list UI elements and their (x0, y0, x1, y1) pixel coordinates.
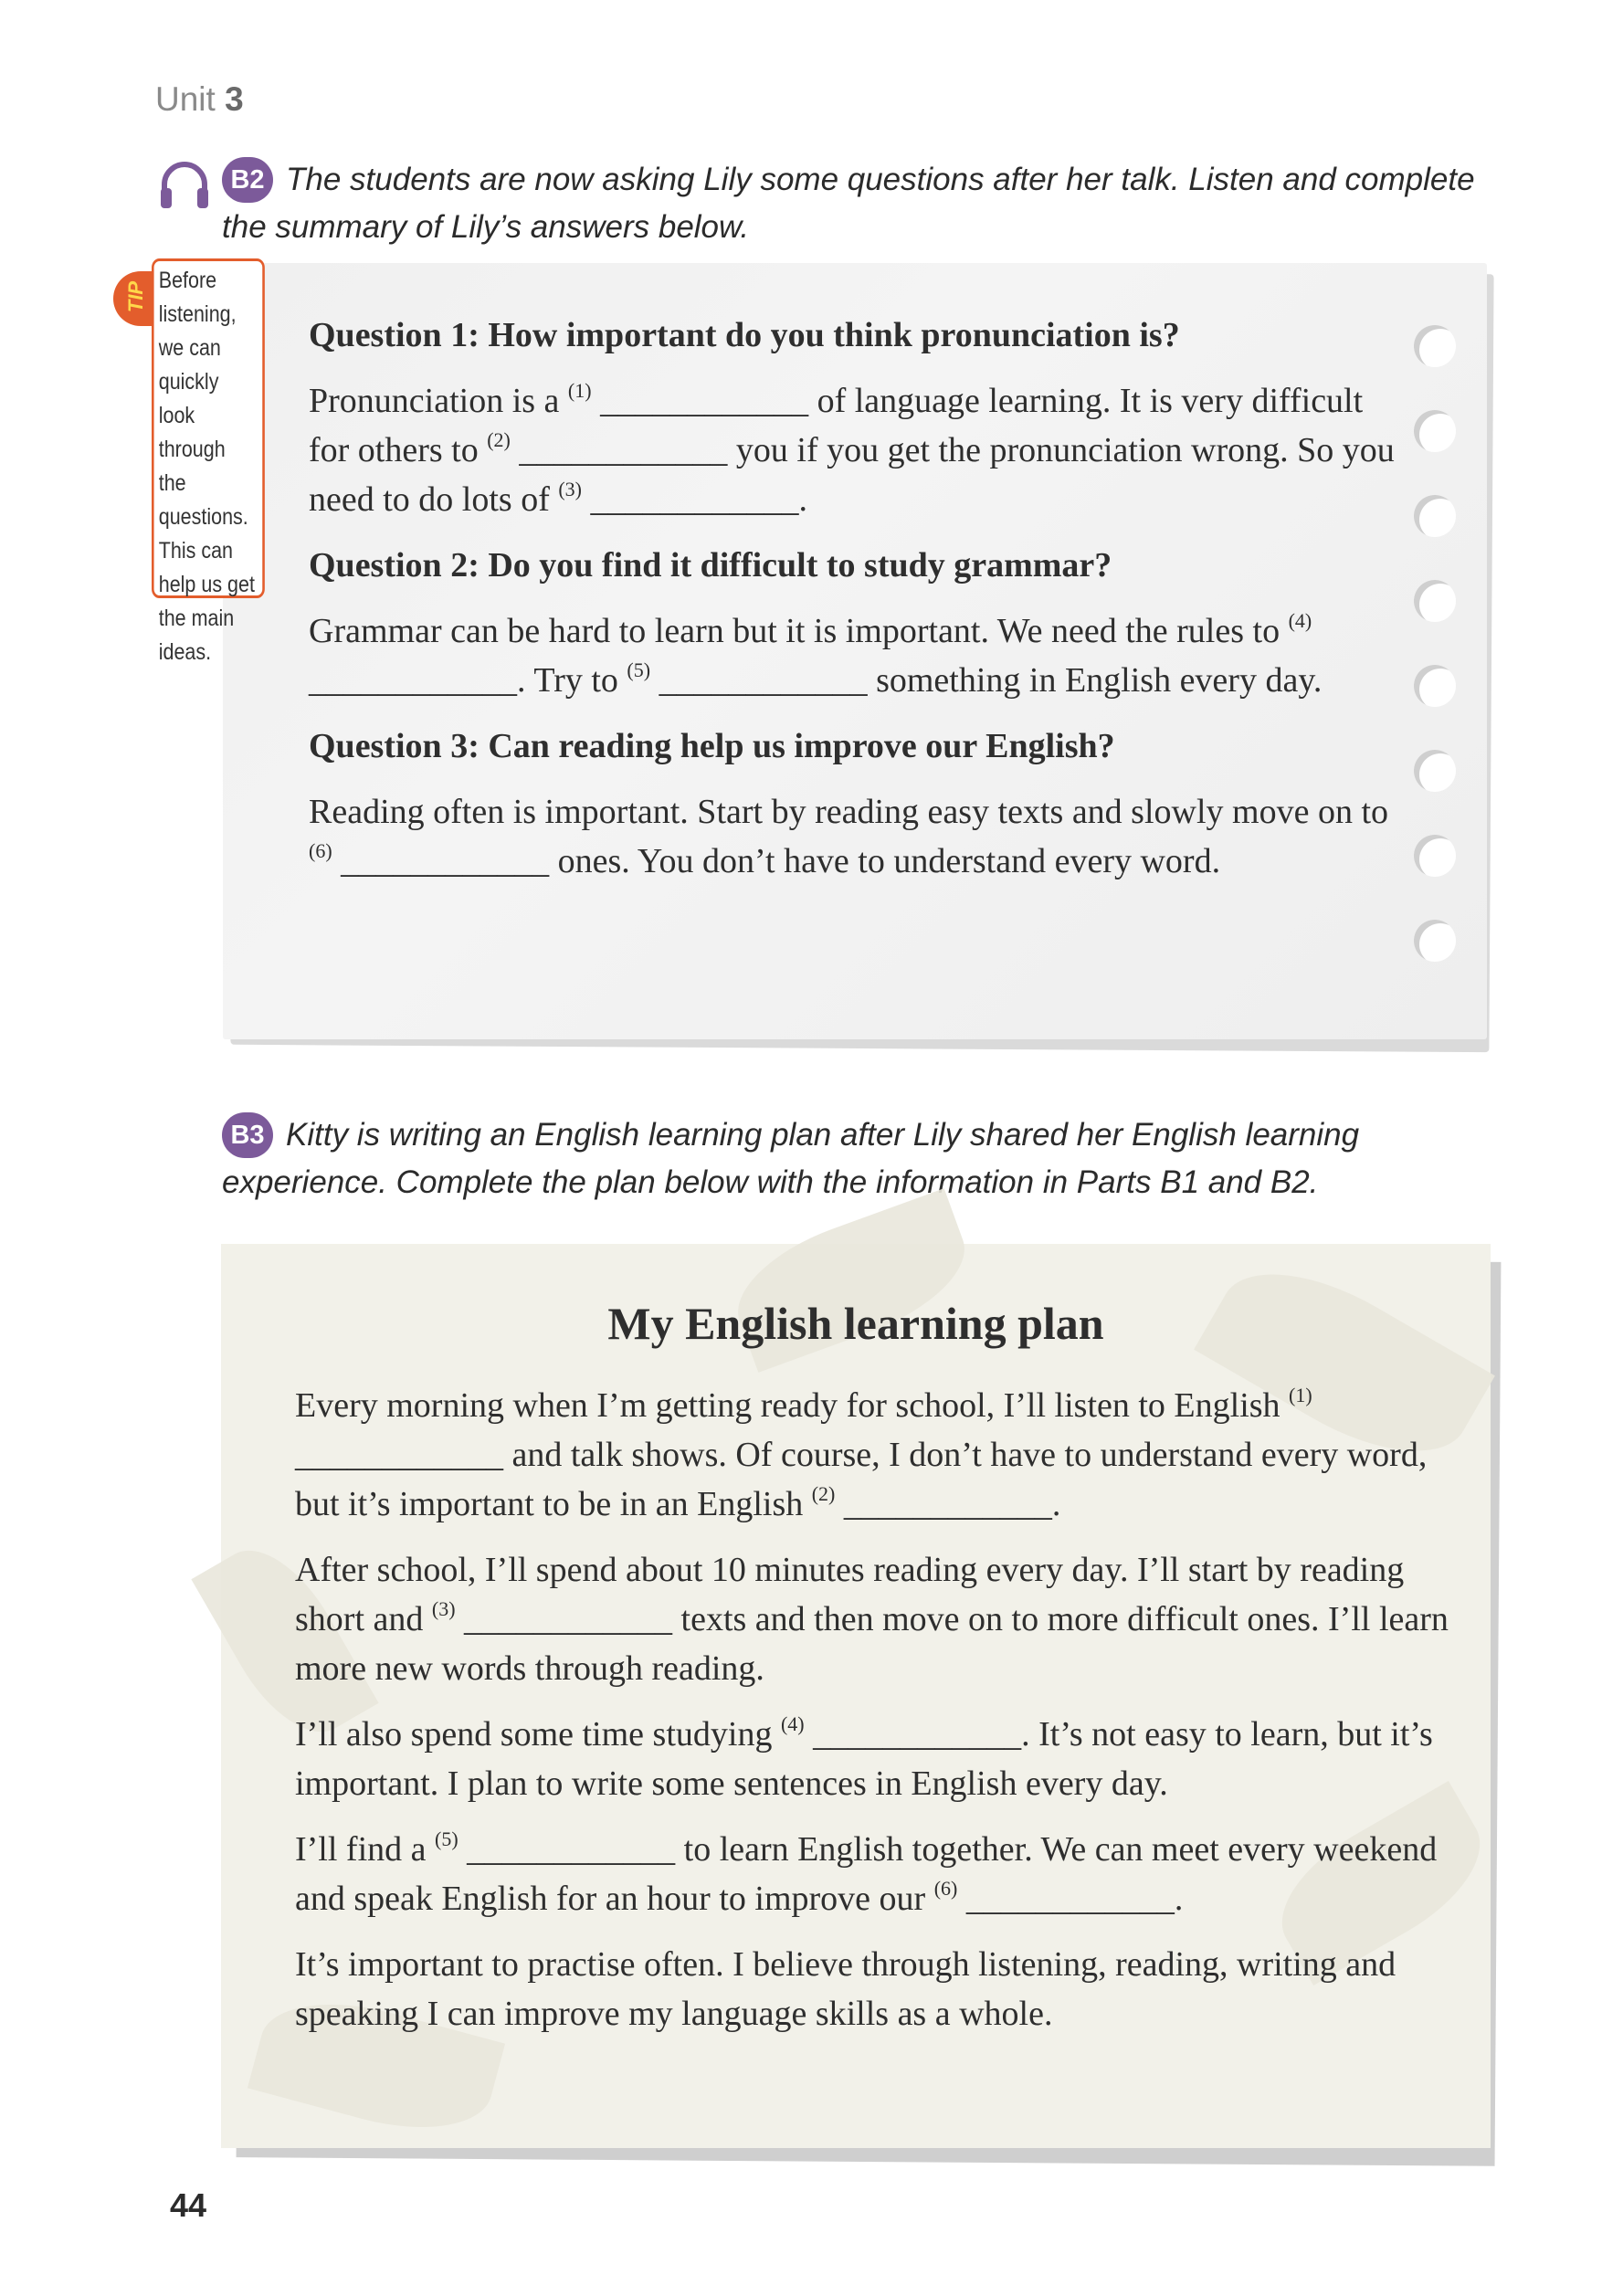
b2-instruction (222, 157, 1501, 250)
plan-title: My English learning plan (607, 1298, 1104, 1349)
answer-3: Reading often is important. Start by reading easy texts and slowly move on to $^{(6)}$ ____________ ones. You don’t have to understand every word. (309, 793, 1389, 880)
ring-icon (1414, 665, 1456, 707)
ring-icon (1414, 325, 1456, 367)
tip-line: through the (158, 437, 226, 496)
page-number: 44 (170, 2186, 207, 2224)
tip-line: This can (158, 538, 233, 563)
ring-icon (1414, 410, 1456, 452)
b2-instruction-text: The students are now asking Lily some questions after her talk. Listen and complete the summary of Lily’s answers below. (222, 162, 1475, 245)
ring-icon (1414, 750, 1456, 792)
plan-paragraph-5: It’s important to practise often. I believe through listening, reading, writing and speaking I can improve my language skills as a whole. (295, 1945, 1396, 2033)
plan-paragraph-4: I’ll find a $^{(5)}$ ____________ to learn English together. We can meet every weekend and speak English for an hour to improve our $^{(6)}$ ____________. (295, 1827, 1438, 1918)
question-3: Question 3: Can reading help us improve our English? (309, 727, 1115, 765)
b3-badge: B3 (222, 1112, 273, 1158)
tip-line: we can (158, 335, 221, 361)
plan-paragraph-1: Every morning when I’m getting ready for school, I’ll listen to English $^{(1)}$ ____________ and talk shows. Of course, I don’t have to understand every word, but it’s important to be in an English $^{(2)}$ ____________. (295, 1384, 1428, 1523)
question-2: Question 2: Do you find it difficult to study grammar? (309, 546, 1112, 585)
plan-paragraph-2: After school, I’ll spend about 10 minutes reading every day. I’ll start by reading short and $^{(3)}$ ____________ texts and then move on to more difficult ones. I’ll learn more new words through reading. (295, 1551, 1449, 1688)
ring-icon (1414, 835, 1456, 877)
tip-tag (113, 271, 155, 326)
b2-badge: B2 (222, 157, 273, 203)
b3-instruction (222, 1112, 1437, 1206)
question-1: Question 1: How important do you think pronunciation is? (309, 316, 1180, 354)
tip-line: questions. (158, 504, 248, 530)
unit-word: Unit (155, 80, 216, 118)
tip-box (152, 258, 265, 665)
headphones-icon (157, 157, 212, 212)
unit-label (155, 80, 244, 119)
answer-2: Grammar can be hard to learn but it is important. We need the rules to $^{(4)}$ ____________. Try to $^{(5)}$ ____________ something in English every day. (309, 609, 1323, 700)
unit-number: 3 (225, 80, 244, 118)
tip-line: the main (158, 606, 235, 631)
ring-icon (1414, 920, 1456, 962)
b3-instruction-text: Kitty is writing an English learning plan after Lily shared her English learning experience. Complete the plan below with the information in Parts B1 and B2. (222, 1117, 1360, 1200)
tip-line: quickly look (158, 369, 219, 428)
ring-icon (1414, 580, 1456, 622)
answer-1: Pronunciation is a $^{(1)}$ ____________ of language learning. It is very difficult for others to $^{(2)}$ ____________ you if you get the pronunciation wrong. So you need to do lots of $^{(3)}$ ____________. (309, 379, 1395, 519)
plan-body (295, 1381, 1455, 2055)
tip-label: TIP (124, 280, 148, 313)
notebook-rings (1414, 325, 1469, 983)
plan-paragraph-3: I’ll also spend some time studying $^{(4)}$ ____________. It’s not easy to learn, but it’s important. I plan to write some sentences in English every day. (295, 1712, 1433, 1803)
tip-line: help us get (158, 572, 255, 597)
b2-summary (309, 311, 1405, 902)
ring-icon (1414, 495, 1456, 537)
tip-line: ideas. (158, 639, 212, 665)
tip-line: listening, (158, 301, 237, 327)
tip-line: Before (158, 268, 217, 293)
